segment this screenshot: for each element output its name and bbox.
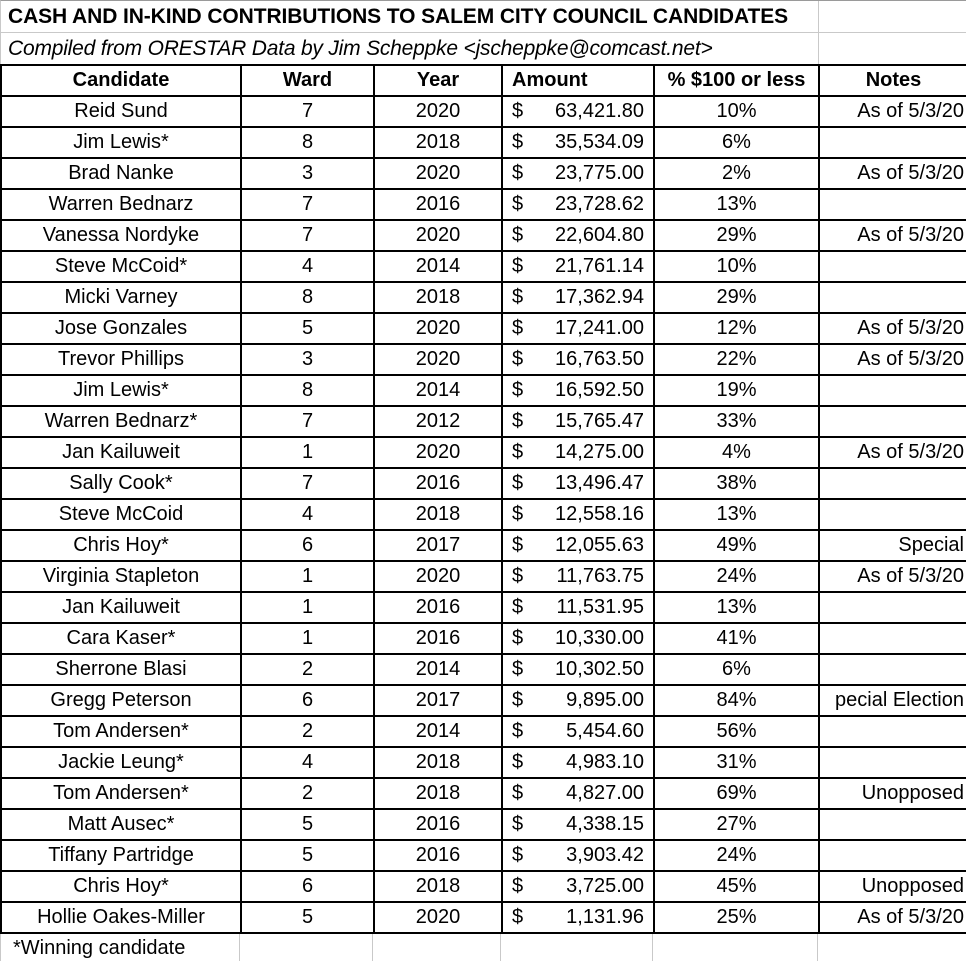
- cell-notes: As of 5/3/20: [819, 220, 966, 251]
- cell-year: 2018: [374, 778, 502, 809]
- amount-value: 14,275.00: [555, 441, 644, 463]
- amount-value: 10,302.50: [555, 658, 644, 680]
- table-row: [1, 468, 966, 499]
- amount-value: 11,763.75: [556, 565, 644, 587]
- cell-amount: [502, 344, 654, 375]
- cell-ward: 4: [241, 251, 374, 282]
- cell-candidate: Vanessa Nordyke: [1, 220, 241, 251]
- cell-ward: 7: [241, 468, 374, 499]
- currency-symbol: $: [512, 906, 524, 928]
- cell-notes: [819, 468, 966, 499]
- currency-symbol: $: [512, 410, 524, 432]
- cell-notes: As of 5/3/20: [819, 313, 966, 344]
- amount-value: 17,362.94: [555, 286, 644, 308]
- cell-notes: [819, 375, 966, 406]
- cell-year: 2016: [374, 623, 502, 654]
- cell-year: 2016: [374, 592, 502, 623]
- column-header-pct-100-or-less: % $100 or less: [654, 65, 819, 96]
- table-row: [1, 158, 966, 189]
- cell-amount: [502, 220, 654, 251]
- cell-candidate: Trevor Phillips: [1, 344, 241, 375]
- cell-ward: 2: [241, 654, 374, 685]
- amount-value: 35,534.09: [555, 131, 644, 153]
- sheet-subtitle-cell: [1, 33, 819, 64]
- table-row: [1, 375, 966, 406]
- amount-value: 1,131.96: [566, 906, 644, 928]
- amount-value: 3,725.00: [566, 875, 644, 897]
- currency-symbol: $: [512, 689, 524, 711]
- currency-symbol: $: [512, 596, 524, 618]
- cell-notes: Unopposed: [819, 778, 966, 809]
- cell-year: 2014: [374, 716, 502, 747]
- cell-year: 2018: [374, 871, 502, 902]
- cell-year: 2018: [374, 282, 502, 313]
- cell-candidate: Sally Cook*: [1, 468, 241, 499]
- cell-amount: [502, 561, 654, 592]
- cell-year: 2016: [374, 189, 502, 220]
- currency-symbol: $: [512, 534, 524, 556]
- cell-candidate: Tom Andersen*: [1, 778, 241, 809]
- cell-amount: [502, 313, 654, 344]
- column-header-amount: Amount: [502, 65, 654, 96]
- cell-ward: 5: [241, 902, 374, 933]
- cell-year: 2020: [374, 437, 502, 468]
- cell-candidate: Jackie Leung*: [1, 747, 241, 778]
- cell-ward: 4: [241, 747, 374, 778]
- sheet-title-cell: [1, 1, 819, 32]
- cell-ward: 4: [241, 499, 374, 530]
- cell-ward: 5: [241, 840, 374, 871]
- cell-candidate: Sherrone Blasi: [1, 654, 241, 685]
- sheet-subtitle: Compiled from ORESTAR Data by Jim Scheppke <jscheppke@comcast.net>: [8, 36, 713, 60]
- cell-pct-100-or-less: 19%: [654, 375, 819, 406]
- cell-year: 2018: [374, 747, 502, 778]
- cell-candidate: Steve McCoid*: [1, 251, 241, 282]
- cell-year: 2016: [374, 840, 502, 871]
- cell-amount: [502, 747, 654, 778]
- cell-pct-100-or-less: 27%: [654, 809, 819, 840]
- footnote-row-empty-cell: [373, 934, 501, 961]
- currency-symbol: $: [512, 658, 524, 680]
- cell-notes: As of 5/3/20: [819, 96, 966, 127]
- cell-amount: [502, 251, 654, 282]
- cell-amount: [502, 468, 654, 499]
- currency-symbol: $: [512, 472, 524, 494]
- cell-pct-100-or-less: 25%: [654, 902, 819, 933]
- table-row: [1, 716, 966, 747]
- footnote-row-empty-cell: [240, 934, 373, 961]
- cell-notes: As of 5/3/20: [819, 561, 966, 592]
- cell-candidate: Cara Kaser*: [1, 623, 241, 654]
- cell-candidate: Micki Varney: [1, 282, 241, 313]
- amount-value: 16,592.50: [555, 379, 644, 401]
- cell-pct-100-or-less: 29%: [654, 282, 819, 313]
- cell-amount: [502, 592, 654, 623]
- cell-pct-100-or-less: 10%: [654, 96, 819, 127]
- amount-value: 16,763.50: [555, 348, 644, 370]
- column-header-notes: Notes: [819, 65, 966, 96]
- cell-year: 2014: [374, 654, 502, 685]
- cell-pct-100-or-less: 13%: [654, 592, 819, 623]
- cell-year: 2012: [374, 406, 502, 437]
- cell-amount: [502, 840, 654, 871]
- cell-amount: [502, 437, 654, 468]
- cell-amount: [502, 499, 654, 530]
- cell-year: 2018: [374, 127, 502, 158]
- table-row: [1, 840, 966, 871]
- cell-notes: As of 5/3/20: [819, 158, 966, 189]
- cell-candidate: Matt Ausec*: [1, 809, 241, 840]
- cell-year: 2020: [374, 344, 502, 375]
- table-row: [1, 530, 966, 561]
- cell-ward: 1: [241, 437, 374, 468]
- cell-year: 2017: [374, 685, 502, 716]
- amount-value: 5,454.60: [566, 720, 644, 742]
- cell-ward: 5: [241, 809, 374, 840]
- table-row: [1, 685, 966, 716]
- cell-amount: [502, 871, 654, 902]
- amount-value: 10,330.00: [555, 627, 644, 649]
- cell-ward: 1: [241, 561, 374, 592]
- cell-ward: 8: [241, 127, 374, 158]
- cell-notes: [819, 127, 966, 158]
- amount-value: 4,983.10: [566, 751, 644, 773]
- currency-symbol: $: [512, 131, 524, 153]
- cell-year: 2018: [374, 499, 502, 530]
- cell-ward: 3: [241, 158, 374, 189]
- cell-year: 2020: [374, 158, 502, 189]
- cell-year: 2020: [374, 313, 502, 344]
- cell-year: 2017: [374, 530, 502, 561]
- cell-ward: 5: [241, 313, 374, 344]
- table-row: [1, 344, 966, 375]
- table-row: [1, 561, 966, 592]
- cell-candidate: Chris Hoy*: [1, 871, 241, 902]
- table-row: [1, 902, 966, 933]
- title-row: [0, 0, 966, 33]
- title-row-empty-cell: [819, 1, 966, 32]
- cell-notes: Unopposed: [819, 871, 966, 902]
- cell-amount: [502, 375, 654, 406]
- cell-ward: 8: [241, 282, 374, 313]
- cell-notes: [819, 747, 966, 778]
- cell-pct-100-or-less: 22%: [654, 344, 819, 375]
- table-row: [1, 654, 966, 685]
- cell-candidate: Reid Sund: [1, 96, 241, 127]
- cell-ward: 1: [241, 592, 374, 623]
- cell-notes: [819, 592, 966, 623]
- cell-notes: As of 5/3/20: [819, 902, 966, 933]
- footnote-row-empty-cell: [818, 934, 966, 961]
- cell-candidate: Steve McCoid: [1, 499, 241, 530]
- currency-symbol: $: [512, 348, 524, 370]
- amount-value: 23,728.62: [555, 193, 644, 215]
- cell-ward: 6: [241, 530, 374, 561]
- amount-value: 11,531.95: [556, 596, 644, 618]
- cell-notes: [819, 809, 966, 840]
- cell-ward: 2: [241, 778, 374, 809]
- cell-notes: [819, 716, 966, 747]
- currency-symbol: $: [512, 317, 524, 339]
- table-row: [1, 189, 966, 220]
- cell-year: 2014: [374, 375, 502, 406]
- cell-notes: [819, 282, 966, 313]
- cell-ward: 7: [241, 406, 374, 437]
- cell-pct-100-or-less: 6%: [654, 654, 819, 685]
- cell-pct-100-or-less: 69%: [654, 778, 819, 809]
- cell-amount: [502, 189, 654, 220]
- column-header-ward: Ward: [241, 65, 374, 96]
- cell-notes: [819, 654, 966, 685]
- cell-pct-100-or-less: 2%: [654, 158, 819, 189]
- cell-notes: As of 5/3/20: [819, 344, 966, 375]
- cell-pct-100-or-less: 84%: [654, 685, 819, 716]
- cell-candidate: Hollie Oakes-Miller: [1, 902, 241, 933]
- currency-symbol: $: [512, 751, 524, 773]
- table-row: [1, 592, 966, 623]
- amount-value: 4,338.15: [566, 813, 644, 835]
- amount-value: 3,903.42: [566, 844, 644, 866]
- cell-candidate: Jim Lewis*: [1, 375, 241, 406]
- table-row: [1, 437, 966, 468]
- amount-value: 12,055.63: [555, 534, 644, 556]
- footnote-row-empty-cell: [501, 934, 653, 961]
- cell-candidate: Chris Hoy*: [1, 530, 241, 561]
- cell-ward: 8: [241, 375, 374, 406]
- cell-pct-100-or-less: 24%: [654, 561, 819, 592]
- cell-amount: [502, 778, 654, 809]
- cell-amount: [502, 282, 654, 313]
- cell-year: 2020: [374, 96, 502, 127]
- table-row: [1, 96, 966, 127]
- cell-candidate: Gregg Peterson: [1, 685, 241, 716]
- cell-amount: [502, 716, 654, 747]
- cell-ward: 6: [241, 871, 374, 902]
- cell-notes: Special: [819, 530, 966, 561]
- cell-amount: [502, 902, 654, 933]
- amount-value: 21,761.14: [555, 255, 644, 277]
- contributions-table: [0, 64, 966, 934]
- cell-ward: 7: [241, 220, 374, 251]
- amount-value: 22,604.80: [555, 224, 644, 246]
- cell-ward: 2: [241, 716, 374, 747]
- table-row: [1, 220, 966, 251]
- cell-ward: 7: [241, 189, 374, 220]
- cell-ward: 3: [241, 344, 374, 375]
- cell-ward: 1: [241, 623, 374, 654]
- cell-pct-100-or-less: 24%: [654, 840, 819, 871]
- cell-notes: [819, 623, 966, 654]
- cell-pct-100-or-less: 13%: [654, 499, 819, 530]
- header-row: [1, 65, 966, 96]
- table-row: [1, 499, 966, 530]
- cell-year: 2016: [374, 809, 502, 840]
- cell-candidate: Brad Nanke: [1, 158, 241, 189]
- currency-symbol: $: [512, 782, 524, 804]
- column-header-candidate: Candidate: [1, 65, 241, 96]
- cell-pct-100-or-less: 38%: [654, 468, 819, 499]
- amount-value: 63,421.80: [555, 100, 644, 122]
- cell-pct-100-or-less: 31%: [654, 747, 819, 778]
- amount-value: 15,765.47: [555, 410, 644, 432]
- cell-pct-100-or-less: 49%: [654, 530, 819, 561]
- currency-symbol: $: [512, 844, 524, 866]
- footnote: *Winning candidate: [1, 934, 240, 961]
- amount-value: 23,775.00: [555, 162, 644, 184]
- cell-candidate: Warren Bednarz: [1, 189, 241, 220]
- subtitle-row-empty-cell: [819, 33, 966, 64]
- cell-notes: [819, 189, 966, 220]
- cell-pct-100-or-less: 10%: [654, 251, 819, 282]
- cell-candidate: Tom Andersen*: [1, 716, 241, 747]
- cell-amount: [502, 96, 654, 127]
- cell-candidate: Virginia Stapleton: [1, 561, 241, 592]
- table-row: [1, 778, 966, 809]
- amount-value: 13,496.47: [555, 472, 644, 494]
- currency-symbol: $: [512, 286, 524, 308]
- table-row: [1, 809, 966, 840]
- cell-amount: [502, 685, 654, 716]
- cell-pct-100-or-less: 29%: [654, 220, 819, 251]
- cell-notes: [819, 406, 966, 437]
- cell-ward: 7: [241, 96, 374, 127]
- cell-pct-100-or-less: 56%: [654, 716, 819, 747]
- subtitle-row: [0, 33, 966, 64]
- cell-notes: pecial Election: [819, 685, 966, 716]
- cell-candidate: Jim Lewis*: [1, 127, 241, 158]
- table-row: [1, 251, 966, 282]
- currency-symbol: $: [512, 441, 524, 463]
- cell-amount: [502, 127, 654, 158]
- amount-value: 17,241.00: [555, 317, 644, 339]
- column-header-year: Year: [374, 65, 502, 96]
- cell-amount: [502, 809, 654, 840]
- cell-amount: [502, 623, 654, 654]
- cell-candidate: Jose Gonzales: [1, 313, 241, 344]
- cell-pct-100-or-less: 6%: [654, 127, 819, 158]
- currency-symbol: $: [512, 100, 524, 122]
- currency-symbol: $: [512, 875, 524, 897]
- currency-symbol: $: [512, 813, 524, 835]
- sheet-title: CASH AND IN-KIND CONTRIBUTIONS TO SALEM CITY COUNCIL CANDIDATES: [8, 4, 789, 28]
- cell-notes: [819, 840, 966, 871]
- cell-pct-100-or-less: 41%: [654, 623, 819, 654]
- currency-symbol: $: [512, 193, 524, 215]
- currency-symbol: $: [512, 255, 524, 277]
- cell-pct-100-or-less: 33%: [654, 406, 819, 437]
- currency-symbol: $: [512, 565, 524, 587]
- cell-candidate: Tiffany Partridge: [1, 840, 241, 871]
- table-row: [1, 127, 966, 158]
- currency-symbol: $: [512, 224, 524, 246]
- cell-pct-100-or-less: 12%: [654, 313, 819, 344]
- table-row: [1, 623, 966, 654]
- footnote-row: [0, 934, 966, 961]
- currency-symbol: $: [512, 162, 524, 184]
- currency-symbol: $: [512, 379, 524, 401]
- table-row: [1, 871, 966, 902]
- table-row: [1, 406, 966, 437]
- cell-pct-100-or-less: 4%: [654, 437, 819, 468]
- cell-pct-100-or-less: 45%: [654, 871, 819, 902]
- cell-year: 2020: [374, 220, 502, 251]
- currency-symbol: $: [512, 627, 524, 649]
- cell-year: 2020: [374, 561, 502, 592]
- amount-value: 12,558.16: [555, 503, 644, 525]
- table-header: [1, 65, 966, 96]
- cell-notes: As of 5/3/20: [819, 437, 966, 468]
- table-row: [1, 747, 966, 778]
- cell-amount: [502, 530, 654, 561]
- cell-candidate: Jan Kailuweit: [1, 592, 241, 623]
- cell-notes: [819, 251, 966, 282]
- cell-candidate: Jan Kailuweit: [1, 437, 241, 468]
- cell-amount: [502, 654, 654, 685]
- amount-value: 4,827.00: [566, 782, 644, 804]
- table-row: [1, 282, 966, 313]
- cell-notes: [819, 499, 966, 530]
- cell-amount: [502, 158, 654, 189]
- table-row: [1, 313, 966, 344]
- amount-value: 9,895.00: [566, 689, 644, 711]
- footnote-row-empty-cell: [653, 934, 818, 961]
- cell-year: 2016: [374, 468, 502, 499]
- cell-candidate: Warren Bednarz*: [1, 406, 241, 437]
- cell-year: 2020: [374, 902, 502, 933]
- cell-pct-100-or-less: 13%: [654, 189, 819, 220]
- cell-year: 2014: [374, 251, 502, 282]
- cell-amount: [502, 406, 654, 437]
- currency-symbol: $: [512, 720, 524, 742]
- cell-ward: 6: [241, 685, 374, 716]
- table-body: [1, 96, 966, 933]
- currency-symbol: $: [512, 503, 524, 525]
